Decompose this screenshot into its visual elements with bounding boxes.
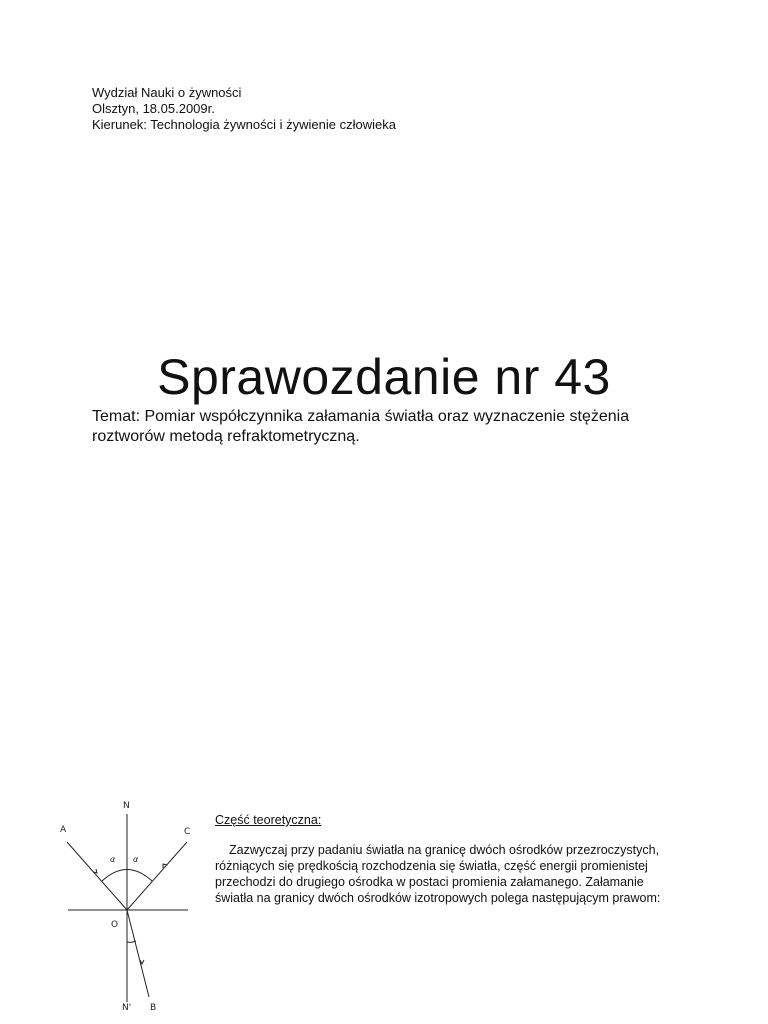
field-line: Kierunek: Technologia żywności i żywienie człowieka	[92, 117, 396, 132]
label-o: O	[111, 920, 119, 930]
refraction-diagram	[50, 792, 210, 1020]
angle-alpha-2: α	[133, 855, 139, 864]
header-block	[92, 85, 396, 133]
topic-text: Temat: Pomiar współczynnika załamania światła oraz wyznaczenie stężenia roztworów metodą refraktometryczną.	[92, 408, 630, 445]
label-n: N	[123, 801, 130, 811]
angle-alpha-1: α	[110, 855, 116, 864]
faculty-line: Wydział Nauki o żywności	[92, 85, 242, 100]
place-date-line: Olsztyn, 18.05.2009r.	[92, 101, 215, 116]
label-b: B	[150, 1003, 157, 1013]
document-title: Sprawozdanie nr 43	[157, 349, 611, 405]
incident-arrow	[93, 869, 97, 873]
theory-body: Zazwyczaj przy padaniu światła na granicę dwóch ośrodków przezroczystych, różniących się prędkością rozchodzenia się światła, część energii promienistej przechodzi do drugiego ośrodka w postaci promienia załamanego. Załamanie światła na granicy dwóch ośrodków izotropowych polega następującym prawom:	[215, 843, 661, 905]
incident-ray	[67, 842, 127, 910]
label-c: C	[184, 827, 191, 837]
label-n-prime: N'	[122, 1003, 132, 1013]
theory-heading: Część teoretyczna:	[215, 813, 322, 827]
theory-section	[215, 812, 685, 906]
reflected-ray	[127, 842, 187, 910]
label-a: A	[60, 825, 67, 835]
refracted-ray	[127, 910, 149, 997]
